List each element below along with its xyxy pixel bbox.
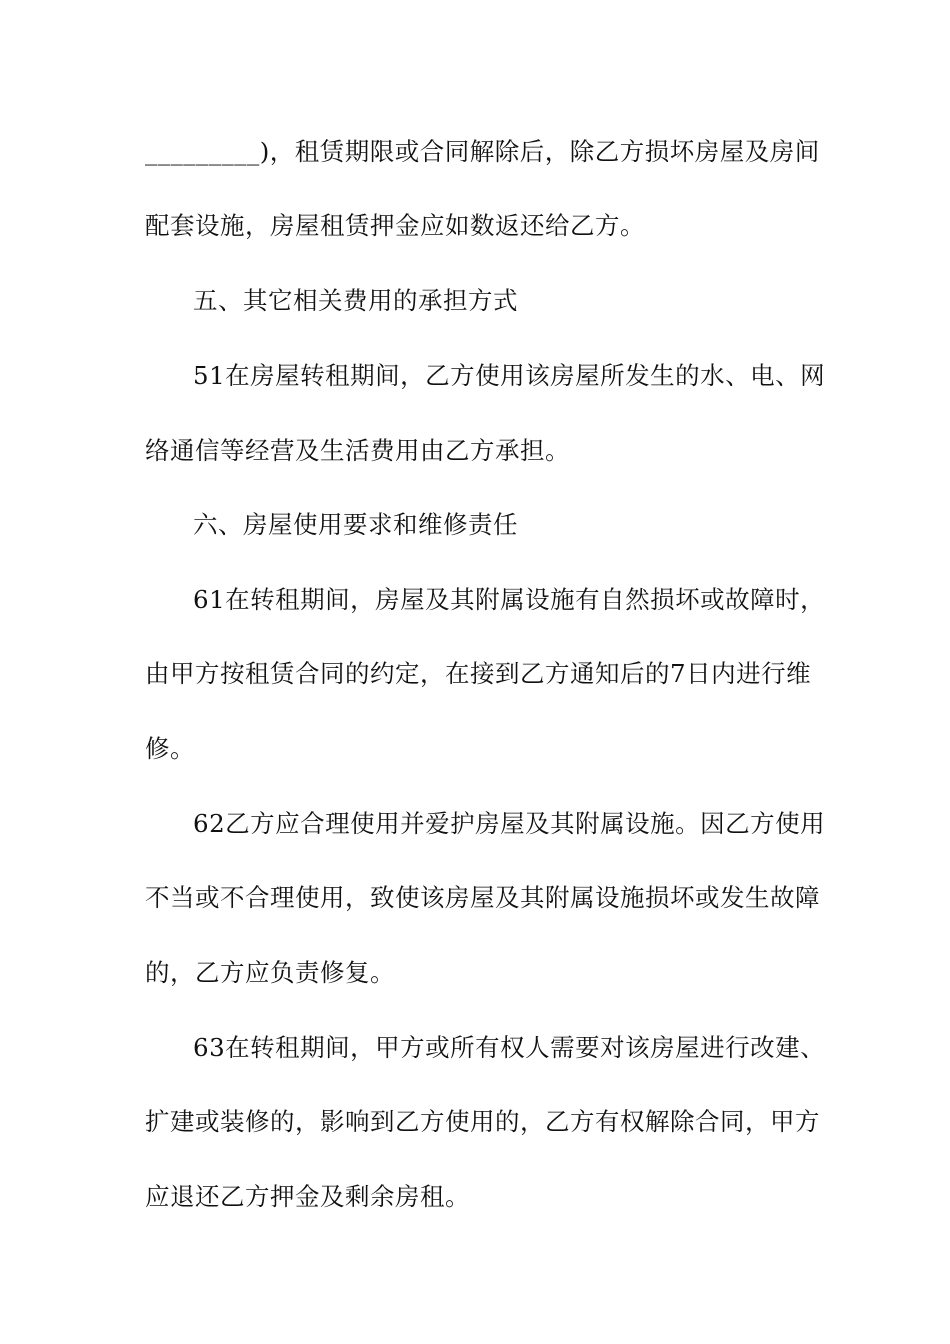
clause-6-3-line-2: 扩建或装修的，影响到乙方使用的，乙方有权解除合同，甲方 [145,1107,820,1136]
section-heading-5: 五、其它相关费用的承担方式 [193,286,518,315]
clause-6-2-line-1: 62乙方应合理使用并爱护房屋及其附属设施。因乙方使用 [193,809,826,838]
text-line-2: 配套设施，房屋租赁押金应如数返还给乙方。 [145,211,645,240]
clause-6-3-line-1: 63在转租期间，甲方或所有权人需要对该房屋进行改建、 [193,1033,826,1062]
clause-6-1-line-2: 由甲方按租赁合同的约定，在接到乙方通知后的7日内进行维 [145,659,812,688]
clause-5-1-line-2: 络通信等经营及生活费用由乙方承担。 [145,436,570,465]
text-line-1: _________)，租赁期限或合同解除后，除乙方损坏房屋及房间 [145,137,820,166]
clause-6-1-line-3: 修。 [145,734,195,763]
section-heading-6: 六、房屋使用要求和维修责任 [193,510,518,539]
clause-6-1-line-1: 61在转租期间，房屋及其附属设施有自然损坏或故障时， [193,585,826,614]
clause-5-1-line-1: 51在房屋转租期间，乙方使用该房屋所发生的水、电、网 [193,361,826,390]
clause-6-3-line-3: 应退还乙方押金及剩余房租。 [145,1182,470,1211]
clause-6-2-line-3: 的，乙方应负责修复。 [145,958,395,987]
clause-6-2-line-2: 不当或不合理使用，致使该房屋及其附属设施损坏或发生故障 [145,883,820,912]
